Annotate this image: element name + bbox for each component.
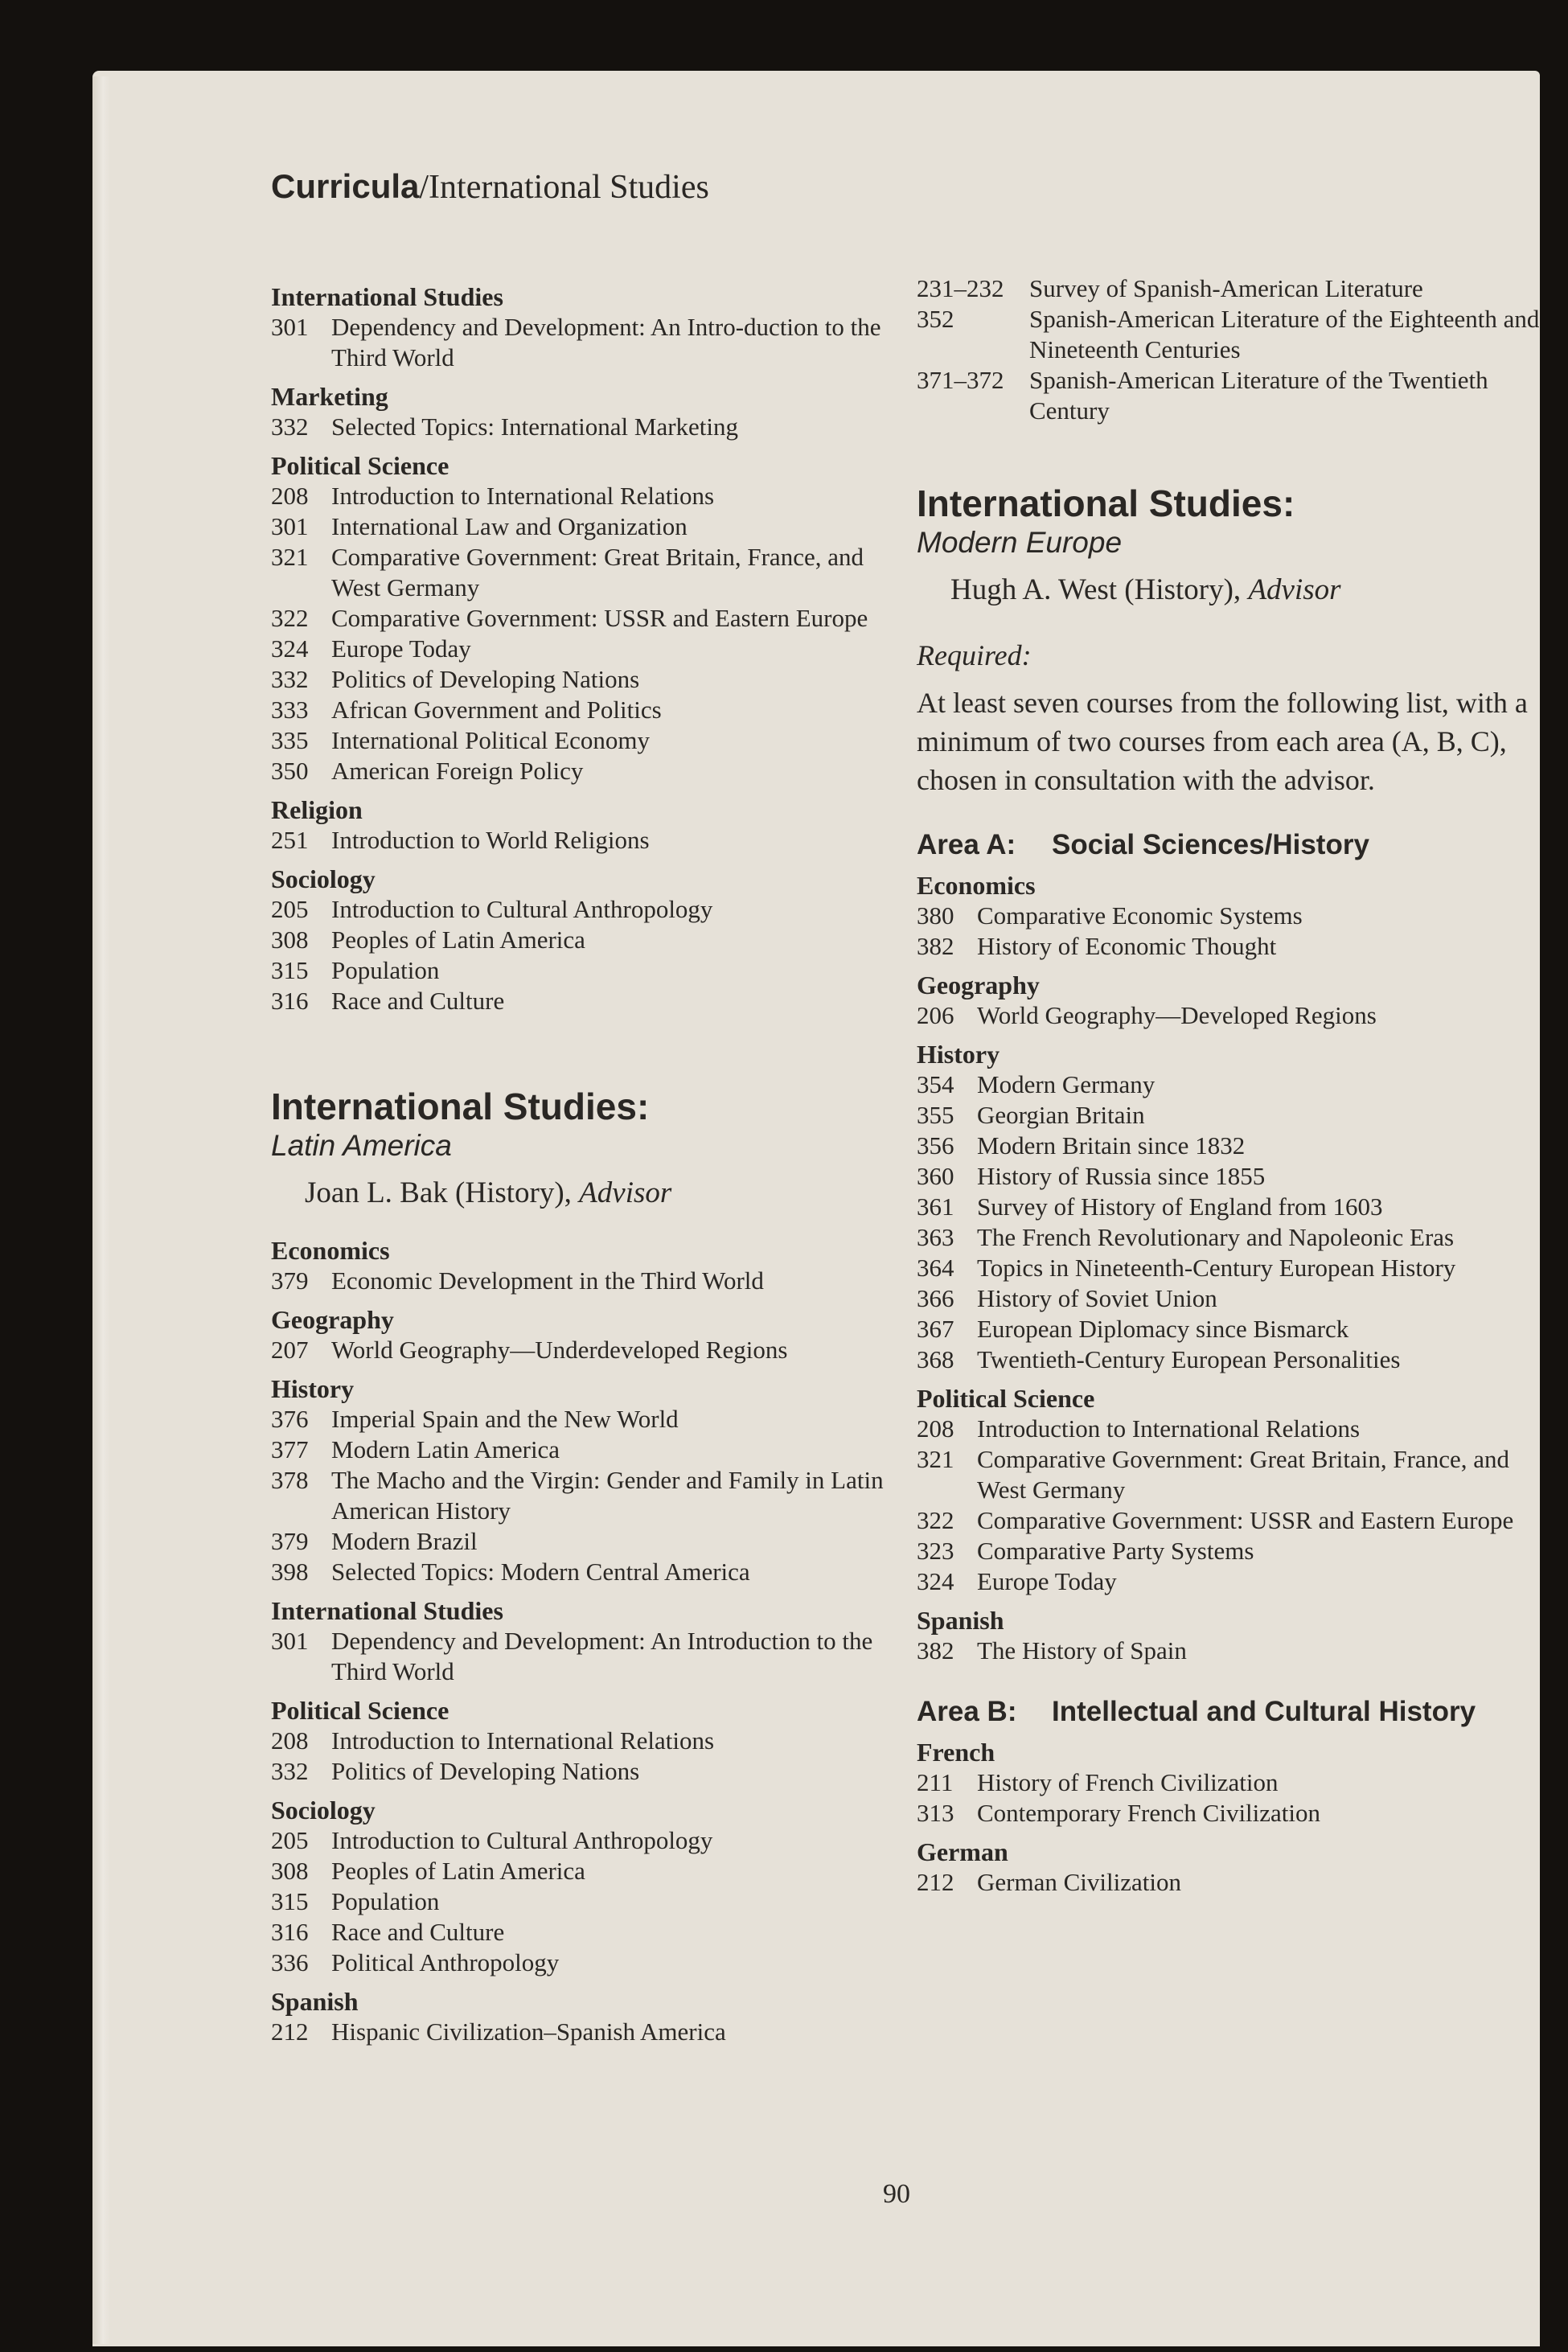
course-item [271,1557,890,1587]
course-number: 336 [271,1948,309,1976]
course-item [271,1756,890,1787]
subject-block [271,450,890,786]
course-title: Introduction to International Relations [977,1414,1361,1443]
course-number: 315 [271,956,309,984]
subject-heading: Sociology [271,1796,376,1825]
subject-block [917,1605,1544,1666]
spanish-literature-list [917,273,1544,426]
subject-heading: International Studies [271,282,503,311]
course-item [917,1767,1544,1798]
course-item [917,1798,1544,1829]
section-title: International Studies: [917,482,1295,524]
course-item [917,931,1544,962]
subject-heading: Economics [271,1236,390,1265]
advisor-name: Joan L. Bak (History), [305,1176,572,1209]
subject-heading: Economics [917,871,1036,900]
course-item [271,1948,890,1978]
course-number: 354 [917,1070,954,1098]
course-number: 333 [271,696,309,724]
course-item [271,2017,890,2047]
course-number: 368 [917,1345,954,1373]
course-item [917,1100,1544,1131]
course-number: 324 [917,1567,954,1595]
page-edge [92,76,110,2344]
course-number: 206 [917,1001,954,1029]
course-number: 301 [271,313,309,341]
course-item [271,1266,890,1296]
course-item [917,304,1544,365]
subject-block [917,1039,1544,1375]
course-title: Imperial Spain and the New World [331,1405,679,1433]
course-item [917,1636,1544,1666]
course-item [917,1566,1544,1597]
required-label: Required: [917,639,1032,671]
course-item [917,1867,1544,1898]
course-title: African Government and Politics [331,696,662,724]
course-title: Survey of History of England from 1603 [977,1192,1383,1221]
course-title: History of Russia since 1855 [977,1162,1266,1190]
course-title: Race and Culture [331,1918,505,1946]
course-number: 207 [271,1336,309,1364]
course-title: Selected Topics: International Marketing [331,413,739,441]
subject-block [271,1795,890,1978]
course-item [271,1465,890,1526]
subject-heading: Political Science [271,451,449,480]
course-title: Twentieth-Century European Personalities [977,1345,1401,1373]
course-item [917,1505,1544,1536]
course-title: World Geography—Developed Regions [977,1001,1377,1029]
course-title: The History of Spain [977,1636,1187,1664]
course-item [271,756,890,786]
course-number: 316 [271,987,309,1015]
course-number: 352 [917,305,954,333]
course-item [917,1344,1544,1375]
course-title: Economic Development in the Third World [331,1266,764,1295]
section-subtitle: Modern Europe [917,526,1123,559]
subject-heading: Marketing [271,382,388,411]
course-item [917,1000,1544,1031]
area-b-course-list [917,1737,1544,1898]
course-title: Modern Britain since 1832 [977,1131,1246,1160]
subject-heading: German [917,1837,1008,1866]
subject-heading: History [271,1374,355,1403]
course-title: Europe Today [331,634,471,663]
course-title: Comparative Government: USSR and Eastern Europe [331,604,868,632]
course-number: 211 [917,1768,954,1796]
course-number: 323 [917,1537,954,1565]
course-title: History of Economic Thought [977,932,1277,960]
course-number: 398 [271,1558,309,1586]
course-title: International Law and Organization [331,512,688,540]
course-item [917,1161,1544,1192]
course-item [271,1404,890,1435]
header-curricula: Curricula [271,167,420,205]
course-number: 316 [271,1918,309,1946]
subject-heading: History [917,1040,1000,1069]
course-number: 231–232 [917,274,1004,302]
advisor-line [305,1174,890,1213]
course-title: International Political Economy [331,726,651,754]
course-item [917,1414,1544,1444]
course-item [271,925,890,955]
course-title: Peoples of Latin America [331,926,585,954]
area-b-label: Area B: [917,1696,1017,1727]
course-number: 332 [271,1757,309,1785]
course-item [271,1335,890,1365]
course-number: 208 [917,1414,954,1443]
course-item [917,1069,1544,1100]
course-number: 321 [271,543,309,571]
course-item [917,365,1544,426]
subject-heading: Geography [271,1305,394,1334]
course-title: History of Soviet Union [977,1284,1217,1312]
subject-heading: Spanish [271,1987,359,2016]
area-a-title: Social Sciences/History [1052,829,1369,860]
course-item [271,825,890,856]
course-number: 376 [271,1405,309,1433]
course-title: Peoples of Latin America [331,1857,585,1885]
course-number: 361 [917,1192,954,1221]
course-number: 379 [271,1266,309,1295]
latin-america-course-list [271,1235,890,2047]
course-number: 355 [917,1101,954,1129]
right-column [917,273,1544,1898]
subject-block [271,1986,890,2047]
course-title: Dependency and Development: An Intro-duction to the Third World [331,313,881,371]
subject-heading: Political Science [271,1696,449,1725]
course-number: 212 [917,1868,954,1896]
subject-block [271,1304,890,1365]
course-item [271,1825,890,1856]
course-title: Comparative Party Systems [977,1537,1254,1565]
course-title: Introduction to Cultural Anthropology [331,1826,713,1854]
course-number: 322 [271,604,309,632]
subject-block [271,281,890,373]
area-b-title: Intellectual and Cultural History [1052,1696,1476,1727]
course-item [271,695,890,725]
advisor-name: Hugh A. West (History), [950,573,1242,606]
advisor-line [950,571,1544,610]
course-title: Race and Culture [331,987,505,1015]
course-number: 322 [917,1506,954,1534]
subject-block [271,1235,890,1296]
course-number: 379 [271,1527,309,1555]
course-number: 205 [271,895,309,923]
course-title: Comparative Government: USSR and Eastern Europe [977,1506,1514,1534]
section-title: International Studies: [271,1086,650,1127]
subject-block [271,381,890,442]
course-item [271,1726,890,1756]
course-item [271,481,890,511]
advisor-role: Advisor [579,1176,672,1209]
course-item [271,1886,890,1917]
course-item [271,1626,890,1687]
course-title: Political Anthropology [331,1948,560,1976]
course-item [271,1917,890,1948]
course-title: The Macho and the Virgin: Gender and Family in Latin American History [331,1466,884,1525]
subject-block [271,1595,890,1687]
course-number: 208 [271,1726,309,1755]
course-title: Comparative Government: Great Britain, France, and West Germany [331,543,864,601]
course-item [917,1131,1544,1161]
subject-block [271,1695,890,1787]
subject-heading: Geography [917,971,1040,999]
course-number: 350 [271,757,309,785]
subject-heading: Spanish [917,1606,1004,1635]
course-title: Introduction to World Religions [331,826,650,854]
course-number: 212 [271,2017,309,2046]
course-item [917,1536,1544,1566]
course-number: 324 [271,634,309,663]
section-subtitle: Latin America [271,1129,452,1162]
course-title: Modern Germany [977,1070,1155,1098]
course-item [271,412,890,442]
subject-heading: Political Science [917,1384,1095,1413]
course-number: 313 [917,1799,954,1827]
course-item [271,542,890,603]
course-number: 364 [917,1254,954,1282]
course-number: 367 [917,1315,954,1343]
subject-heading: Religion [271,795,363,824]
course-number: 382 [917,1636,954,1664]
course-item [917,901,1544,931]
course-number: 251 [271,826,309,854]
course-number: 208 [271,482,309,510]
course-item [271,312,890,373]
course-number: 382 [917,932,954,960]
running-header [271,167,709,207]
requirement-paragraph: At least seven courses from the following list, with a minimum of two courses from each area (A, B, C), chosen in consultation with the advisor. [917,687,1528,796]
course-title: Hispanic Civilization–Spanish America [331,2017,726,2046]
course-item [271,1435,890,1465]
subject-block [917,1383,1544,1597]
course-number: 356 [917,1131,954,1160]
course-number: 378 [271,1466,309,1494]
subject-block [271,1373,890,1587]
course-number: 363 [917,1223,954,1251]
subject-block [271,864,890,1016]
course-number: 308 [271,926,309,954]
subject-block [271,794,890,856]
course-item [271,955,890,986]
course-title: Introduction to International Relations [331,1726,715,1755]
course-number: 315 [271,1887,309,1915]
course-title: European Diplomacy since Bismarck [977,1315,1349,1343]
subject-block [917,1837,1544,1898]
subject-heading: International Studies [271,1596,503,1625]
subject-block [917,870,1544,962]
course-title: The French Revolutionary and Napoleonic Eras [977,1223,1455,1251]
course-number: 301 [271,512,309,540]
subject-block [917,1737,1544,1829]
course-title: World Geography—Underdeveloped Regions [331,1336,788,1364]
course-item [917,273,1544,304]
course-title: Modern Brazil [331,1527,478,1555]
course-number: 332 [271,665,309,693]
course-title: Topics in Nineteenth-Century European History [977,1254,1456,1282]
modern-europe-section [917,482,1544,799]
course-item [271,986,890,1016]
course-number: 205 [271,1826,309,1854]
course-item [917,1314,1544,1344]
course-title: Spanish-American Literature of the Twentieth Century [1029,366,1488,425]
course-title: Population [331,956,440,984]
course-title: American Foreign Policy [331,757,584,785]
area-b-heading [917,1695,1544,1729]
course-title: Selected Topics: Modern Central America [331,1558,750,1586]
course-item [271,1526,890,1557]
course-number: 321 [917,1445,954,1473]
subject-heading: French [917,1738,995,1767]
course-item [917,1283,1544,1314]
course-title: Politics of Developing Nations [331,1757,640,1785]
course-title: Europe Today [977,1567,1117,1595]
advisor-role: Advisor [1248,573,1341,606]
course-number: 332 [271,413,309,441]
course-number: 335 [271,726,309,754]
course-title: Contemporary French Civilization [977,1799,1321,1827]
course-number: 380 [917,901,954,930]
course-item [917,1192,1544,1222]
course-item [271,1856,890,1886]
course-number: 366 [917,1284,954,1312]
subject-block [917,970,1544,1031]
area-a-heading [917,828,1544,862]
course-item [917,1222,1544,1253]
course-item [271,664,890,695]
course-number: 360 [917,1162,954,1190]
course-item [917,1444,1544,1505]
course-number: 371–372 [917,366,1004,394]
page-number: 90 [883,2179,910,2209]
left-column [271,273,890,2047]
course-title: Dependency and Development: An Introduction to the Third World [331,1627,873,1685]
course-number: 377 [271,1435,309,1463]
area-a-label: Area A: [917,829,1016,860]
course-number: 308 [271,1857,309,1885]
course-item [271,511,890,542]
course-title: History of French Civilization [977,1768,1279,1796]
course-title: Comparative Economic Systems [977,901,1303,930]
left-course-list [271,281,890,1016]
course-title: Population [331,1887,440,1915]
course-title: German Civilization [977,1868,1181,1896]
course-title: Modern Latin America [331,1435,560,1463]
course-title: Politics of Developing Nations [331,665,640,693]
course-title: Spanish-American Literature of the Eighteenth and Nineteenth Centuries [1029,305,1540,363]
latin-america-section [271,1086,890,1213]
header-section: /International Studies [419,169,709,206]
subject-heading: Sociology [271,864,376,893]
course-title: Introduction to International Relations [331,482,715,510]
course-item [271,894,890,925]
course-number: 301 [271,1627,309,1655]
course-item [917,1253,1544,1283]
course-item [271,725,890,756]
course-title: Comparative Government: Great Britain, France, and West Germany [977,1445,1509,1504]
course-title: Introduction to Cultural Anthropology [331,895,713,923]
area-a-course-list [917,870,1544,1666]
course-title: Georgian Britain [977,1101,1145,1129]
course-item [271,603,890,634]
course-title: Survey of Spanish-American Literature [1029,274,1423,302]
course-item [271,634,890,664]
